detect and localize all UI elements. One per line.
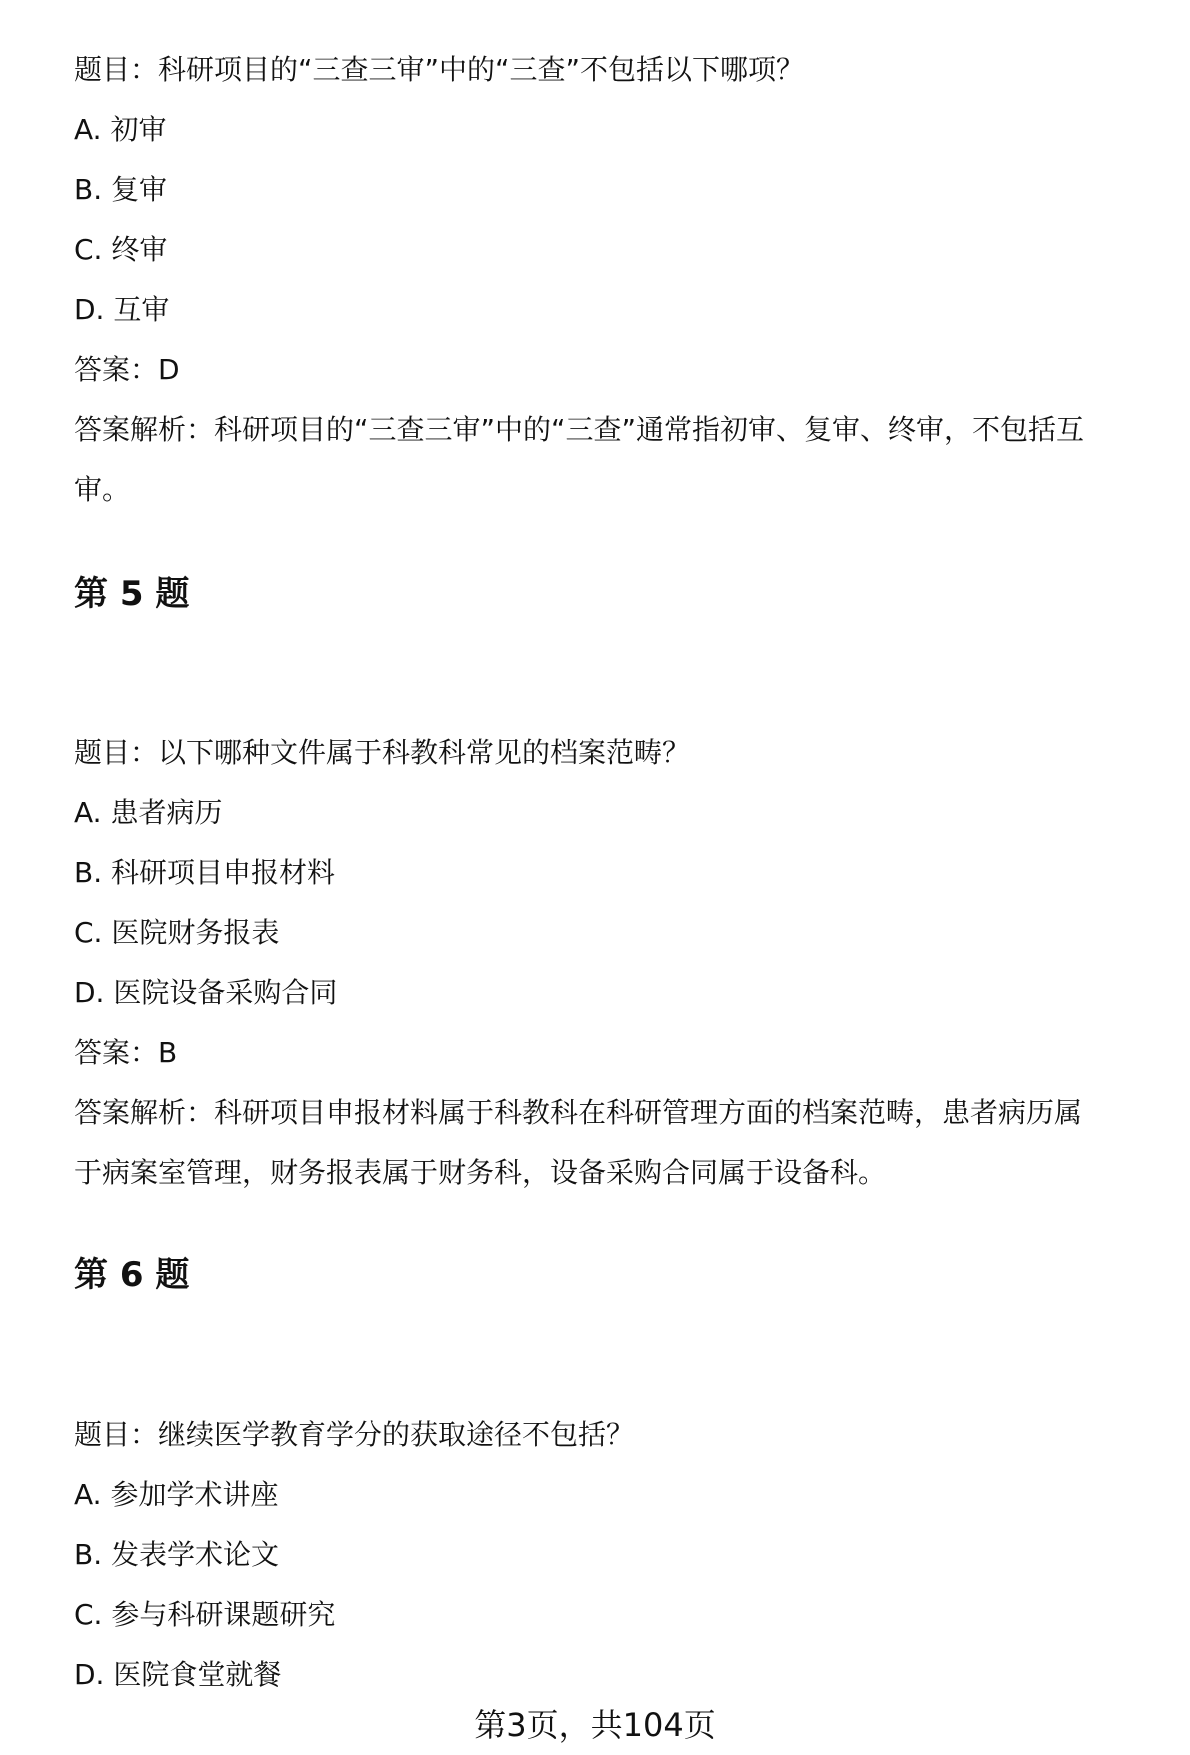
option-a: A. 参加学术讲座 — [74, 1478, 279, 1511]
analysis-line: 审。 — [74, 473, 131, 506]
answer-text: 答案：B — [74, 1036, 178, 1069]
analysis-line: 于病案室管理，财务报表属于财务科，设备采购合同属于设备科。 — [74, 1156, 887, 1189]
option-d: D. 医院食堂就餐 — [74, 1658, 282, 1691]
question-text: 题目：继续医学教育学分的获取途径不包括？ — [74, 1418, 635, 1451]
question-heading: 第 6 题 — [74, 1255, 190, 1295]
analysis-line: 答案解析：科研项目申报材料属于科教科在科研管理方面的档案范畴，患者病历属 — [74, 1096, 1083, 1129]
analysis-line: 答案解析：科研项目的“三查三审”中的“三查”通常指初审、复审、终审，不包括互 — [74, 413, 1085, 446]
option-c: C. 医院财务报表 — [74, 916, 280, 949]
option-a: A. 患者病历 — [74, 796, 223, 829]
option-d: D. 医院设备采购合同 — [74, 976, 338, 1009]
answer-text: 答案：D — [74, 353, 180, 386]
option-b: B. 复审 — [74, 173, 168, 206]
option-a: A. 初审 — [74, 113, 167, 146]
question-heading: 第 5 题 — [74, 574, 190, 614]
question-text: 题目：科研项目的“三查三审”中的“三查”不包括以下哪项？ — [74, 53, 805, 86]
question-text: 题目：以下哪种文件属于科教科常见的档案范畴？ — [74, 736, 691, 769]
option-d: D. 互审 — [74, 293, 170, 326]
option-b: B. 科研项目申报材料 — [74, 856, 336, 889]
option-c: C. 参与科研课题研究 — [74, 1598, 336, 1631]
option-c: C. 终审 — [74, 233, 168, 266]
option-b: B. 发表学术论文 — [74, 1538, 280, 1571]
page-number-footer: 第3页，共104页 — [474, 1706, 716, 1744]
